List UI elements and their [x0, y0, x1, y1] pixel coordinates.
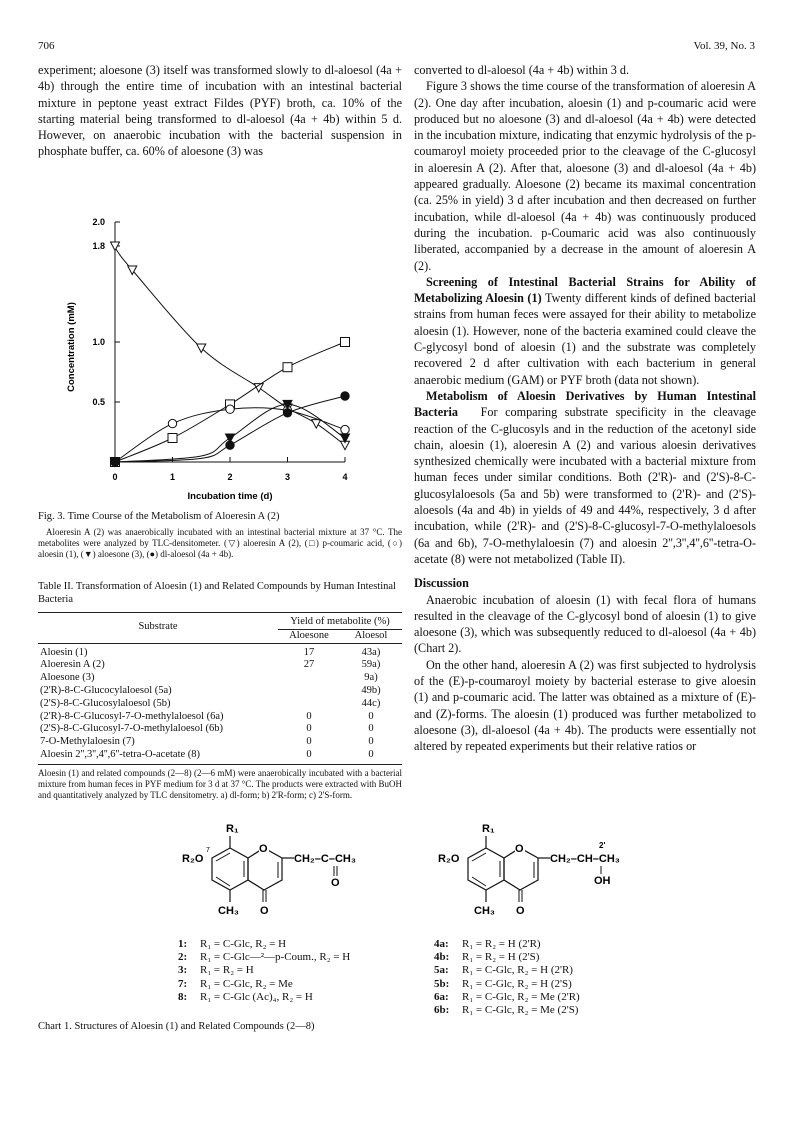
compound-entry — [434, 964, 580, 977]
left-column-text — [38, 62, 402, 160]
table-cell-substrate: (2'S)-8-C-Glucosylaloesol (5b) — [40, 697, 171, 709]
compound-id: 1: — [178, 938, 188, 950]
paragraph: experiment; aloesone (3) itself was transformed slowly to dl-aloesol (4a + 4b) through the entire time of incubation with an intestinal bacterial mixture in peptone yeast extract Fildes (PYF) broth, ca. 10% of the starting material being transformed to dl-aloesol (4a + 4b) within 5 d. However, on anaerobic incubation with the bacterial suspension in phosphate buffer, ca. 60% of aloesone (3) was — [38, 63, 402, 159]
structure-aloesin — [178, 820, 408, 935]
label-ch3: CH₃ — [218, 905, 239, 917]
section-heading: Metabolism of Aloesin Derivatives by Human Intestinal Bacteria — [414, 388, 756, 420]
col-header-yield: Yield of metabolite (%) — [278, 613, 402, 630]
figure-caption-title: Fig. 3. Time Course of the Metabolism of Aloeresin A (2) — [38, 511, 280, 522]
volume-label: Vol. 39, No. 3 — [693, 40, 755, 52]
table-footnote: Aloesin (1) and related compounds (2—8) (2—6 mM) were anaerobically incubated with a bacterial mixture from human feces in PYF medium for 3 d at 37 °C. The products were extracted with BuOH and quantitatively analyzed by TLC densitometry. a) dl-form; b) 2'R-form; c) 2'S-form. — [38, 767, 402, 800]
compound-entry — [434, 938, 580, 951]
label-position-7: 7 — [206, 847, 210, 854]
compound-entry — [178, 978, 350, 991]
compound-substituents: R₁ = C-Glc, R₂ = H — [200, 938, 287, 950]
y-tick-label: 1.8 — [92, 241, 105, 251]
table-row — [38, 685, 402, 698]
y-tick-label: 1.0 — [92, 337, 105, 347]
table-cell-substrate: (2'R)-8-C-Glucocylaloesol (5a) — [40, 684, 172, 696]
table-row — [38, 711, 402, 724]
paragraph: On the other hand, aloeresin A (2) was first subjected to hydrolysis of the (E)-p-coumaroyl moiety by bacterial esterase to give aloesin (1) and p-coumaric acid. The latter was obtained as a mixture of (E)- and (Z)-forms. The aloesin (1) produced was further metabolized to aloesone (3), dl-aloesol (4a + 4b). The products were essentially not altered by repeated experiments but their relative ratios or — [414, 657, 756, 754]
data-point — [226, 405, 234, 413]
data-point — [226, 441, 234, 449]
compound-entry — [178, 951, 350, 964]
table-row — [38, 659, 402, 672]
table-cell-aloesol: 44c) — [361, 697, 381, 709]
y-axis-label: Concentration (mM) — [66, 302, 77, 392]
compound-substituents: R₁ = C-Glc—²—p-Coum., R₂ = H — [200, 951, 351, 964]
label-r2o: R₂O — [438, 853, 460, 865]
col-header-substrate: Substrate — [138, 621, 178, 633]
compound-entry — [178, 991, 350, 1004]
compound-substituents: R₁ = C-Glc, R₂ = Me (2'R) — [462, 990, 580, 1003]
y-tick-label: 2.0 — [92, 217, 105, 227]
y-tick-label: 0.5 — [92, 397, 105, 407]
compound-list-left — [178, 938, 350, 1004]
data-point — [341, 338, 350, 347]
label-side-chain: CH₂–CH–CH₃ — [550, 853, 620, 865]
chart1-caption: Chart 1. Structures of Aloesin (1) and Related Compounds (2—8) — [38, 1021, 315, 1032]
table-cell-aloesone: 0 — [306, 736, 312, 748]
compound-substituents: R₁ = C-Glc, R₂ = Me (2'S) — [462, 1004, 579, 1017]
table-cell-aloesol: 59a) — [361, 659, 381, 671]
table-cell-aloesone: 27 — [303, 659, 315, 671]
table-cell-aloesone: 0 — [306, 748, 312, 760]
label-keto-o: O — [331, 877, 340, 889]
table-row — [38, 749, 402, 762]
label-ch3: CH₃ — [474, 905, 495, 917]
compound-entry — [434, 1004, 580, 1017]
compound-id: 6a: — [434, 990, 449, 1003]
compound-id: 8: — [178, 990, 188, 1003]
compound-substituents: R₁ = R₂ = H (2'R) — [462, 938, 541, 950]
compound-id: 5a: — [434, 964, 449, 977]
compound-list-right — [434, 938, 580, 1017]
table-cell-aloesone — [278, 698, 340, 711]
compound-entry — [178, 938, 350, 951]
table-body — [38, 643, 402, 762]
x-axis-label: Incubation time (d) — [187, 491, 273, 502]
label-ring-o: O — [259, 843, 268, 855]
table-cell-aloesone — [278, 672, 340, 685]
data-point — [111, 458, 119, 466]
table-cell-aloesol: 0 — [368, 748, 374, 760]
compound-substituents: R₁ = C-Glc, R₂ = H (2'R) — [462, 964, 573, 977]
data-table — [38, 612, 402, 762]
table-row — [38, 723, 402, 736]
label-2prime: 2' — [599, 841, 606, 850]
x-tick-label: 1 — [169, 472, 176, 482]
data-point — [283, 363, 292, 372]
label-ring-keto-o: O — [516, 905, 525, 917]
col-header-aloesone: Aloesone — [289, 629, 329, 641]
table-cell-aloesol: 9a) — [364, 672, 378, 684]
x-tick-label: 4 — [342, 472, 348, 482]
table-cell-aloesone — [278, 685, 340, 698]
compound-id: 2: — [178, 951, 188, 964]
label-side-chain: CH₂–C–CH₃ — [294, 853, 356, 865]
compound-substituents: R₁ = C-Glc, R₂ = H (2'S) — [462, 977, 572, 990]
page-number: 706 — [38, 40, 55, 52]
table-cell-aloesol: 0 — [368, 710, 374, 722]
right-column-text — [414, 62, 756, 754]
table-row — [38, 643, 402, 659]
label-r1: R₁ — [482, 823, 495, 835]
compound-id: 4b: — [434, 951, 450, 964]
x-tick-label: 3 — [284, 472, 291, 482]
data-point — [312, 420, 321, 429]
table-cell-substrate: (2'R)-8-C-Glucosyl-7-O-methylaloesol (6a) — [40, 710, 224, 722]
compound-id: 5b: — [434, 977, 450, 990]
data-point — [168, 419, 176, 427]
table-cell-aloesone: 17 — [303, 646, 315, 658]
paragraph: converted to dl-aloesol (4a + 4b) within 3 d. — [414, 63, 630, 77]
label-r2o: R₂O — [182, 853, 204, 865]
time-course-chart — [60, 210, 390, 510]
paragraph: Twenty different kinds of defined bacterial strains from human feces were assayed for their ability to metabolize aloesin (1). However, none of the bacteria examined could cleave the C-glycosyl bond of aloesin (1) and the substrate was completely recovered 2 d after cultivation with each bacterium in general anaerobic medium (GAM) or PYF broth (data not shown). — [414, 291, 757, 387]
table-cell-substrate: Aloesin 2'',3'',4'',6''-tetra-O-acetate (8) — [40, 748, 201, 760]
series-line-0 — [115, 246, 345, 445]
paragraph: Anaerobic incubation of aloesin (1) with fecal flora of humans resulted in the cleavage of the C-glycosyl bond of aloesin (1) to give aloesone (3), which was subsequently reduced to dl-aloesol (4a + 4b) (Chart 2). — [414, 592, 756, 656]
compound-substituents: R₁ = C-Glc (Ac)₄, R₂ = H — [200, 990, 313, 1003]
compound-entry — [178, 964, 350, 977]
data-point — [341, 425, 349, 433]
compound-substituents: R₁ = R₂ = H (2'S) — [462, 951, 540, 964]
compound-id: 3: — [178, 964, 188, 977]
paragraph: For comparing substrate specificity in the cleavage reaction of the C-glucosyls and in the reduction of the acetonyl side chain, aloesin (1), aloeresin A (2) and various aloesin derivatives synthesized chemically were incubated with a bacterial mixture from human feces under similar conditions. Both (2'R)- and (2'S)-8-C-glucosylaloesols (5a and 5b) were transformed to (2'R)- and (2'S)-aloesols (4a and 4b) in yields of 49 and 44%, respectively, 3 d after incubation, while (2'R)- and (2'S)-8-C-glucosyl-7-O-methylaloesols (6a and 6b), 7-O-methylaloesin (7) and aloesin 2'',3'',4'',6''-tetra-O-acetate (8) were not metabolized (Table II). — [414, 405, 756, 566]
table-cell-substrate: Aloesone (3) — [40, 672, 95, 684]
figure-caption — [38, 510, 402, 560]
table-title: Table II. Transformation of Aloesin (1) and Related Compounds by Human Intestinal Bacteria — [38, 581, 396, 605]
structure-aloesol — [434, 820, 674, 935]
table-cell-aloesol: 0 — [368, 736, 374, 748]
table-cell-substrate: (2'S)-8-C-Glucosyl-7-O-methylaloesol (6b) — [40, 723, 223, 735]
table-container — [38, 612, 402, 801]
table-row — [38, 736, 402, 749]
table-cell-aloesol: 0 — [368, 723, 374, 735]
table-cell-substrate: 7-O-Methylaloesin (7) — [40, 736, 135, 748]
data-point — [341, 392, 349, 400]
figure-caption-body: Aloeresin A (2) was anaerobically incubated with an intestinal bacterial mixture at 37 °C. The metabolites were analyzed by TLC-densitometer. (▽) aloeresin A (2), (□) p-coumaric acid, (○) aloesin (1), (▼) aloesone (3), (●) dl-aloesol (4a + 4b). — [38, 527, 402, 559]
table-cell-substrate: Aloeresin A (2) — [40, 659, 105, 671]
discussion-heading: Discussion — [414, 576, 469, 591]
compound-substituents: R₁ = R₂ = H — [200, 964, 254, 977]
table-cell-aloesone: 0 — [306, 723, 312, 735]
section-heading: Screening of Intestinal Bacterial Strains for Ability of Metabolizing Aloesin (1) — [414, 274, 756, 306]
label-oh: OH — [594, 875, 611, 887]
label-ring-o: O — [515, 843, 524, 855]
compound-id: 4a: — [434, 938, 449, 950]
table-row — [38, 698, 402, 711]
label-r1: R₁ — [226, 823, 239, 835]
table-cell-aloesone: 0 — [306, 710, 312, 722]
table-row — [38, 672, 402, 685]
data-point — [168, 434, 177, 443]
label-ring-keto-o: O — [260, 905, 269, 917]
x-tick-label: 2 — [227, 472, 233, 482]
data-point — [283, 409, 291, 417]
compound-substituents: R₁ = C-Glc, R₂ = Me — [200, 977, 293, 990]
col-header-aloesol: Aloesol — [354, 629, 388, 641]
x-tick-label: 0 — [112, 472, 118, 482]
compound-entry — [434, 951, 580, 964]
table-cell-aloesol: 43a) — [361, 646, 381, 658]
table-cell-substrate: Aloesin (1) — [40, 646, 88, 658]
compound-entry — [434, 978, 580, 991]
compound-id: 7: — [178, 977, 188, 990]
compound-id: 6b: — [434, 1004, 450, 1017]
paragraph: Figure 3 shows the time course of the transformation of aloeresin A (2). One day after incubation, aloesin (1) and p-coumaric acid were produced but no aloesone (3) and dl-aloesol (4a + 4b) were detected in the incubation mixture, indicating that enzymic hydrolysis of the p-coumaroyl moiety proceeded prior to the cleavage of the C-glucosyl in aloeresin A (2). After that, aloesone (3) and dl-aloesol (4a + 4b) appeared gradually. Aloesone (2) became its maximal concentration (ca. 25% in yield) 3 d after incubation and then decreased on further incubation, while dl-aloesol (4a + 4b) was continuously produced during the incubation. p-Coumaric acid was also continuously liberated, accompanied by a decrease in the amount of aloeresin A (2). — [414, 79, 756, 273]
table-cell-aloesol: 49b) — [361, 684, 381, 696]
compound-entry — [434, 991, 580, 1004]
